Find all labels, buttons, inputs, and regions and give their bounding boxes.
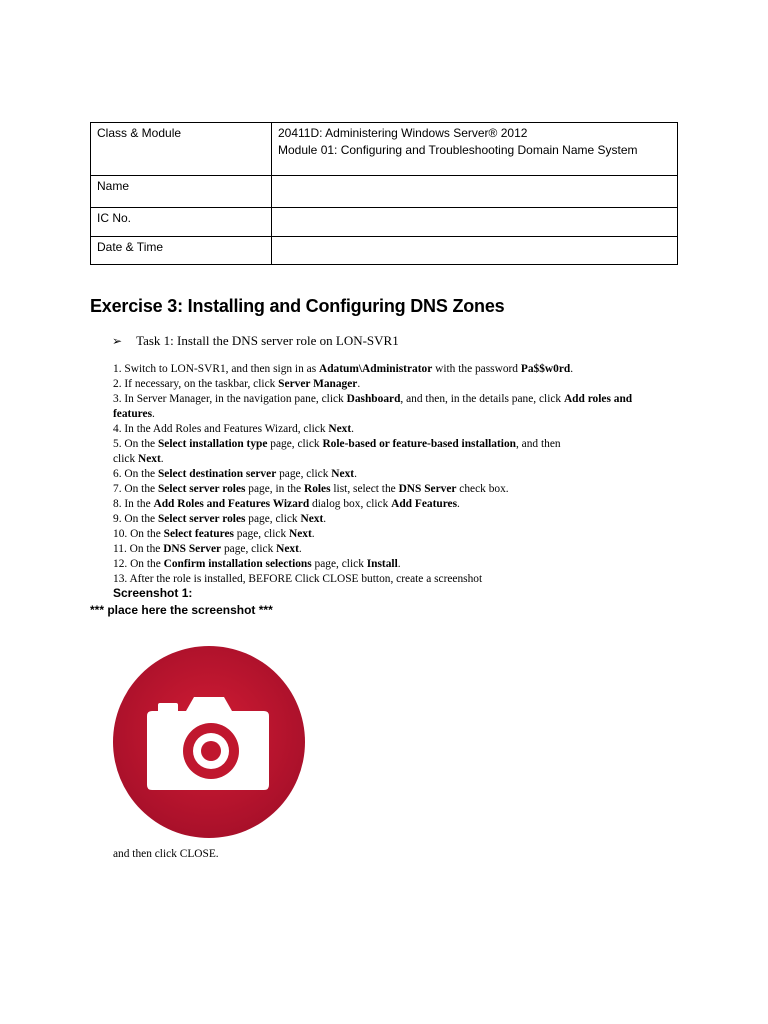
list-item: 1. Switch to LON-SVR1, and then sign in as Adatum\Administrator with the password Pa$$w0rd.	[113, 363, 574, 375]
name-value[interactable]	[272, 176, 678, 208]
table-row	[91, 123, 678, 176]
ic-value[interactable]	[272, 208, 678, 237]
list-item: 3. In Server Manager, in the navigation pane, click Dashboard, and then, in the details pane, click Add roles and features.	[113, 393, 633, 420]
ic-label: IC No.	[91, 208, 272, 237]
steps-list	[113, 362, 673, 587]
list-item: 9. On the Select server roles page, click Next.	[113, 513, 327, 525]
screenshot-placeholder: *** place here the screenshot ***	[90, 603, 273, 617]
date-time-value[interactable]	[272, 237, 678, 265]
list-item: 10. On the Select features page, click Next.	[113, 528, 315, 540]
table-row	[91, 208, 678, 237]
class-module-label: Class & Module	[91, 123, 272, 176]
course-title: 20411D: Administering Windows Server® 2012	[278, 126, 528, 140]
date-time-label: Date & Time	[91, 237, 272, 265]
info-table	[90, 122, 678, 265]
list-item: 7. On the Select server roles page, in the Roles list, select the DNS Server check box.	[113, 483, 509, 495]
list-item: 11. On the DNS Server page, click Next.	[113, 543, 302, 555]
task-text: Task 1: Install the DNS server role on LON-SVR1	[136, 333, 399, 348]
arrow-bullet-icon: ➢	[112, 333, 123, 348]
list-item: 8. In the Add Roles and Features Wizard dialog box, click Add Features.	[113, 498, 460, 510]
closing-text: and then click CLOSE.	[113, 848, 219, 860]
table-row	[91, 237, 678, 265]
module-title: Module 01: Configuring and Troubleshooting Domain Name System	[278, 143, 638, 157]
camera-icon	[112, 645, 306, 839]
screenshot-label: Screenshot 1:	[113, 586, 193, 600]
class-module-value	[272, 123, 678, 176]
task-line	[112, 333, 399, 349]
list-item: 5. On the Select installation type page, click Role-based or feature-based installation, and then click Next.	[113, 438, 561, 465]
list-item: 12. On the Confirm installation selections page, click Install.	[113, 558, 401, 570]
list-item: 13. After the role is installed, BEFORE Click CLOSE button, create a screenshot	[113, 573, 483, 585]
table-row	[91, 176, 678, 208]
list-item: 6. On the Select destination server page, click Next.	[113, 468, 357, 480]
name-label: Name	[91, 176, 272, 208]
exercise-heading: Exercise 3: Installing and Configuring DNS Zones	[90, 296, 505, 316]
list-item: 2. If necessary, on the taskbar, click Server Manager.	[113, 378, 361, 390]
list-item: 4. In the Add Roles and Features Wizard, click Next.	[113, 423, 355, 435]
